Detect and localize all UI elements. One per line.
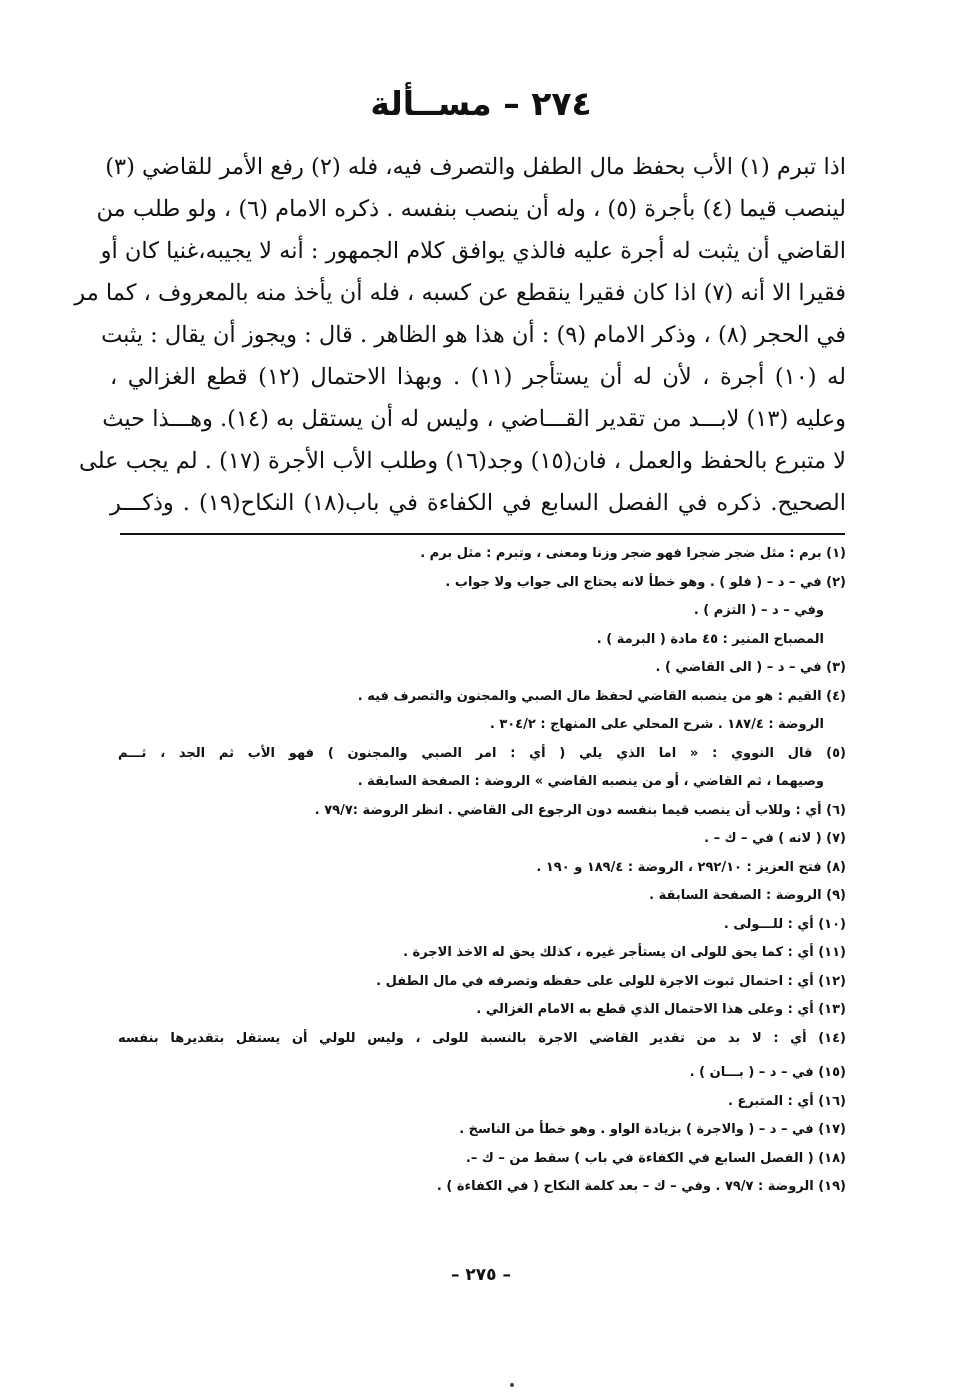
footnote-divider [120, 533, 845, 535]
main-text-line: لا متبرع بالحفظ والعمل ، فان(١٥) وجد(١٦) وطلب الأب الأجرة (١٧) . لم يجب على [78, 448, 846, 474]
footnote-line: (١٥) في – د – ( بـــان ) . [689, 1065, 846, 1080]
main-text-line: القاضي أن يثبت له أجرة عليه فالذي يوافق كلام الجمهور : أنه لا يجيبه،غنيا كان أو [100, 238, 846, 264]
footnote-line: (١١) أي : كما يحق للولى ان يستأجر غيره ، كذلك يحق له الاخذ الاجرة . [403, 945, 846, 960]
footnote-line: (٢) في – د – ( فلو ) . وهو خطأ لانه يحتاج الى جواب ولا جواب . [445, 574, 846, 590]
main-text-line: له (١٠) أجرة ، لأن له أن يستأجر (١١) . وبهذا الاحتمال (١٢) قطع الغزالي ، [110, 364, 846, 390]
footnote-line: (٩) الروضة : الصفحة السابقة . [649, 888, 846, 903]
footnote-line: (١) برم : مثل ضجر ضجرا فهو ضجر وزنا ومعنى ، وتبرم : مثل برم . [420, 546, 846, 561]
footnote-line: (١٨) ( الفصل السابع في الكفاءة في باب ) سقط من – ك –. [465, 1150, 846, 1166]
footnote-line: وصيهما ، ثم القاضي ، أو من ينصبه القاضي » الروضة : الصفحة السابقة . [357, 774, 824, 789]
footnote-line: (١٣) أي : وعلى هذا الاحتمال الذي قطع به الامام الغزالي . [476, 1002, 846, 1017]
main-text-line: وعليه (١٣) لابـــد من تقدير القـــاضي ، وليس له أن يستقل به (١٤). وهـــذا حيث [102, 406, 846, 432]
footnote-line: (١٤) أي : لا بد من تقدير القاضي الاجرة بالنسبة للولى ، وليس للولي أن يستقل بتقديرها بنفسه [118, 1030, 846, 1046]
main-text-line: الصحيح. ذكره في الفصل السابع في الكفاءة في باب(١٨) النكاح(١٩) . وذكـــر [110, 490, 846, 516]
footnote-line: الروضة : ١٨٧/٤ . شرح المحلي على المنهاج : ٣٠٤/٢ . [489, 717, 824, 732]
main-text-line: لينصب قيما (٤) بأجرة (٥) ، وله أن ينصب بنفسه . ذكره الامام (٦) ، ولو طلب من [96, 196, 846, 222]
footnote-line: (٨) فتح العزيز : ٢٩٢/١٠ ، الروضة : ١٨٩/٤ و ١٩٠ . [536, 859, 846, 875]
main-text-line: فقيرا الا أنه (٧) اذا كان فقيرا ينقطع عن كسبه ، فله أن يأخذ منه بالمعروف ، كما مر [74, 280, 846, 306]
footnote-line: (١٢) أي : احتمال ثبوت الاجرة للولى على حفظه وتصرفه في مال الطفل . [376, 973, 846, 989]
section-heading: ٢٧٤ – مســألة [370, 84, 592, 123]
footnote-line: (٥) قال النووي : « اما الذي يلي ( أي : امر الصبي والمجنون ) فهو الأب ثم الجد ، ثـــم [118, 745, 846, 761]
footnote-line: (٤) القيم : هو من ينصبه القاضي لحفظ مال الصبي والمجنون والتصرف فيه . [357, 688, 846, 704]
scan-speck [510, 1383, 514, 1387]
footnote-line: (١٠) أي : للـــولى . [723, 916, 846, 932]
main-text-line: في الحجر (٨) ، وذكر الامام (٩) : أن هذا هو الظاهر . قال : ويجوز أن يقال : يثبت [101, 322, 846, 348]
footnotes [118, 540, 846, 1202]
footnote-line: المصباح المنير : ٤٥ مادة ( البرمة ) . [596, 631, 824, 647]
footnote-line: (١٧) في – د – ( والاجرة ) بزيادة الواو . وهو خطأ من الناسخ . [459, 1122, 846, 1137]
footnote-line: (٧) ( لانه ) في – ك – . [704, 831, 846, 846]
main-text [74, 146, 846, 524]
footnote-line: وفي – د – ( التزم ) . [693, 603, 824, 618]
footnote-line: (٣) في – د – ( الى القاضي ) . [655, 660, 846, 675]
footnote-line: (١٦) أي : المتبرع . [727, 1093, 846, 1109]
footnote-line: (١٩) الروضة : ٧٩/٧ . وفي – ك – بعد كلمة النكاح ( في الكفاءة ) . [436, 1179, 846, 1194]
main-text-line: اذا تبرم (١) الأب بحفظ مال الطفل والتصرف فيه، فله (٢) رفع الأمر للقاضي (٣) [105, 154, 846, 180]
footnote-line: (٦) أي : وللاب أن ينصب قيما بنفسه دون الرجوع الى القاضي . انظر الروضة :٧٩/٧ . [314, 802, 846, 818]
page-number: – ٢٧٥ – [451, 1265, 511, 1285]
